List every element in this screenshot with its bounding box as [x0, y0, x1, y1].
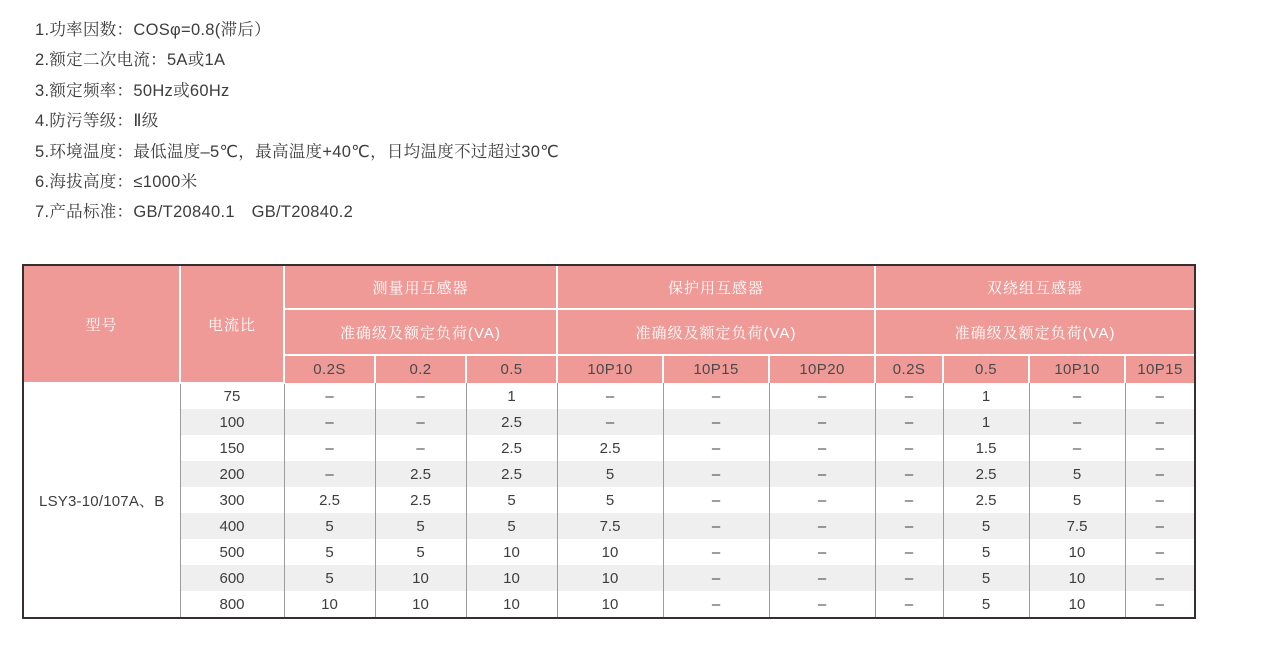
value-cell: –: [663, 539, 769, 565]
spec-list: [35, 15, 559, 228]
header-model: 型号: [24, 266, 180, 383]
value-cell: –: [1029, 409, 1125, 435]
value-cell: 1: [466, 383, 557, 409]
value-cell: 2.5: [375, 487, 466, 513]
ratio-cell: 300: [180, 487, 284, 513]
spec-line: 1.功率因数：COSφ=0.8(滞后）: [35, 21, 271, 39]
value-cell: –: [769, 487, 875, 513]
spec-table-head: [24, 266, 1194, 383]
value-cell: –: [663, 409, 769, 435]
value-cell: 5: [943, 591, 1029, 617]
header-ratio: 电流比: [180, 266, 284, 383]
value-cell: 10: [466, 565, 557, 591]
value-cell: –: [663, 461, 769, 487]
ratio-cell: 200: [180, 461, 284, 487]
ratio-cell: 400: [180, 513, 284, 539]
header-subcol-0-0.2: 0.2: [375, 355, 466, 383]
header-subcol-2-10P15: 10P15: [1125, 355, 1194, 383]
value-cell: 10: [1029, 565, 1125, 591]
value-cell: 10: [557, 565, 663, 591]
value-cell: –: [375, 435, 466, 461]
header-subcol-2-0.5: 0.5: [943, 355, 1029, 383]
value-cell: –: [875, 487, 943, 513]
header-subcol-2-0.2S: 0.2S: [875, 355, 943, 383]
header-subcol-0-0.5: 0.5: [466, 355, 557, 383]
value-cell: –: [1125, 409, 1194, 435]
value-cell: –: [875, 539, 943, 565]
value-cell: 10: [557, 591, 663, 617]
table-row: [24, 383, 1194, 409]
header-subcol-2-10P10: 10P10: [1029, 355, 1125, 383]
value-cell: –: [284, 461, 375, 487]
value-cell: 5: [1029, 461, 1125, 487]
value-cell: –: [284, 383, 375, 409]
value-cell: 5: [943, 565, 1029, 591]
header-subcol-1-10P15: 10P15: [663, 355, 769, 383]
value-cell: 5: [284, 539, 375, 565]
value-cell: 2.5: [943, 461, 1029, 487]
header-group-subtitle-0: 准确级及额定负荷(VA): [284, 309, 557, 355]
value-cell: –: [663, 487, 769, 513]
value-cell: 5: [375, 539, 466, 565]
value-cell: –: [663, 565, 769, 591]
value-cell: 5: [375, 513, 466, 539]
value-cell: –: [769, 565, 875, 591]
value-cell: 2.5: [943, 487, 1029, 513]
value-cell: –: [663, 435, 769, 461]
value-cell: –: [1125, 435, 1194, 461]
value-cell: –: [1125, 513, 1194, 539]
header-subcol-1-10P10: 10P10: [557, 355, 663, 383]
value-cell: –: [875, 383, 943, 409]
spec-line: 2.额定二次电流：5A或1A: [35, 51, 226, 70]
value-cell: –: [875, 461, 943, 487]
header-group-title-1: 保护用互感器: [557, 266, 875, 309]
header-group-subtitle-2: 准确级及额定负荷(VA): [875, 309, 1194, 355]
spec-table-wrap: [22, 264, 1196, 619]
value-cell: –: [875, 435, 943, 461]
value-cell: 5: [284, 513, 375, 539]
value-cell: 1.5: [943, 435, 1029, 461]
value-cell: 2.5: [557, 435, 663, 461]
value-cell: –: [663, 591, 769, 617]
header-group-row: [24, 266, 1194, 309]
table-row: [24, 461, 1194, 487]
value-cell: 5: [466, 487, 557, 513]
value-cell: 10: [466, 591, 557, 617]
value-cell: –: [1125, 591, 1194, 617]
spec-table: [24, 266, 1194, 617]
value-cell: 2.5: [375, 461, 466, 487]
value-cell: –: [1029, 435, 1125, 461]
value-cell: 10: [375, 591, 466, 617]
value-cell: 10: [1029, 591, 1125, 617]
ratio-cell: 75: [180, 383, 284, 409]
value-cell: 7.5: [1029, 513, 1125, 539]
spec-line: 3.额定频率：50Hz或60Hz: [35, 81, 230, 100]
ratio-cell: 600: [180, 565, 284, 591]
spec-table-body: [24, 383, 1194, 617]
value-cell: –: [875, 409, 943, 435]
value-cell: 2.5: [466, 461, 557, 487]
header-group-title-2: 双绕组互感器: [875, 266, 1194, 309]
value-cell: –: [1125, 487, 1194, 513]
value-cell: –: [557, 409, 663, 435]
value-cell: –: [663, 383, 769, 409]
value-cell: –: [663, 513, 769, 539]
header-subcol-1-10P20: 10P20: [769, 355, 875, 383]
spec-line: 5.环境温度：最低温度–5℃，最高温度+40℃，日均温度不过超过30℃: [35, 142, 560, 161]
spec-line: 6.海拔高度：≤1000米: [35, 173, 198, 192]
value-cell: –: [769, 539, 875, 565]
value-cell: –: [1125, 461, 1194, 487]
value-cell: 1: [943, 383, 1029, 409]
table-row: [24, 513, 1194, 539]
value-cell: –: [769, 409, 875, 435]
table-row: [24, 487, 1194, 513]
value-cell: 5: [557, 487, 663, 513]
value-cell: –: [875, 565, 943, 591]
value-cell: 5: [466, 513, 557, 539]
value-cell: –: [769, 513, 875, 539]
value-cell: 2.5: [466, 409, 557, 435]
value-cell: –: [769, 383, 875, 409]
value-cell: –: [875, 591, 943, 617]
value-cell: 5: [943, 539, 1029, 565]
table-row: [24, 409, 1194, 435]
value-cell: 7.5: [557, 513, 663, 539]
value-cell: 2.5: [466, 435, 557, 461]
value-cell: –: [769, 435, 875, 461]
value-cell: –: [375, 383, 466, 409]
ratio-cell: 100: [180, 409, 284, 435]
value-cell: –: [1125, 539, 1194, 565]
ratio-cell: 500: [180, 539, 284, 565]
value-cell: 2.5: [284, 487, 375, 513]
ratio-cell: 800: [180, 591, 284, 617]
value-cell: 5: [943, 513, 1029, 539]
value-cell: 10: [1029, 539, 1125, 565]
value-cell: 10: [375, 565, 466, 591]
table-row: [24, 539, 1194, 565]
value-cell: 5: [1029, 487, 1125, 513]
table-row: [24, 435, 1194, 461]
value-cell: 10: [466, 539, 557, 565]
spec-line: 4.防污等级：Ⅱ级: [35, 112, 159, 131]
value-cell: 10: [557, 539, 663, 565]
value-cell: –: [1125, 383, 1194, 409]
value-cell: –: [284, 435, 375, 461]
value-cell: –: [875, 513, 943, 539]
header-group-title-0: 测量用互感器: [284, 266, 557, 309]
value-cell: 1: [943, 409, 1029, 435]
table-row: [24, 565, 1194, 591]
header-group-subtitle-1: 准确级及额定负荷(VA): [557, 309, 875, 355]
header-subcol-0-0.2S: 0.2S: [284, 355, 375, 383]
value-cell: –: [1125, 565, 1194, 591]
value-cell: –: [769, 591, 875, 617]
value-cell: –: [375, 409, 466, 435]
value-cell: –: [1029, 383, 1125, 409]
model-cell: LSY3-10/107A、B: [24, 383, 180, 617]
value-cell: 5: [557, 461, 663, 487]
table-row: [24, 591, 1194, 617]
ratio-cell: 150: [180, 435, 284, 461]
value-cell: –: [557, 383, 663, 409]
value-cell: 10: [284, 591, 375, 617]
value-cell: –: [284, 409, 375, 435]
value-cell: –: [769, 461, 875, 487]
spec-line: 7.产品标准：GB/T20840.1 GB/T20840.2: [35, 203, 354, 222]
value-cell: 5: [284, 565, 375, 591]
